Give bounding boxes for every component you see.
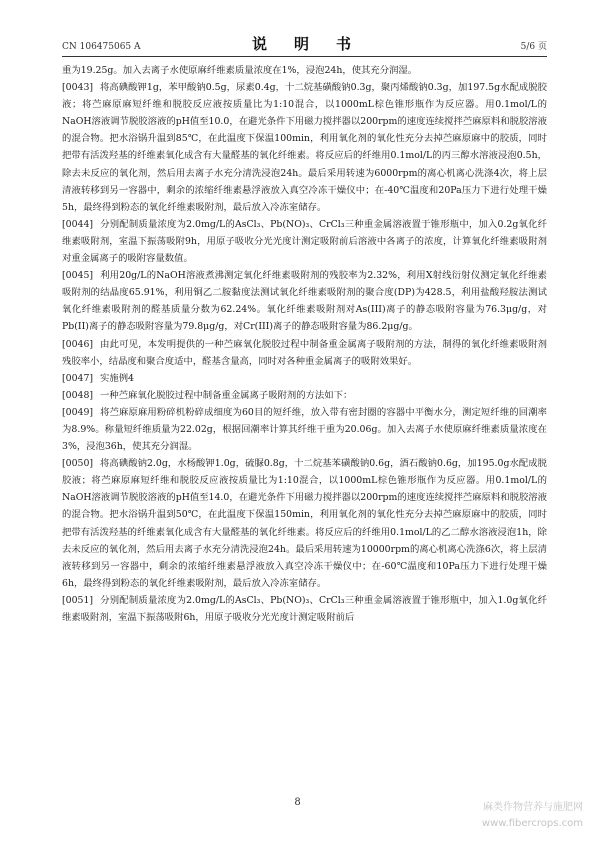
paragraph-text: 一种苎麻氧化脱胶过程中制备重金属离子吸附剂的方法如下：: [100, 389, 353, 401]
paragraph-text: 将高碘酸钠2.0g，水杨酸钾1.0g，硫脲0.8g，十二烷基苯磺酸钠0.6g，酒石酸钠0.6g，加195.0g水配成脱胶液；将苎麻原麻短纤维和脱胶反应液按质量比为1:10混合，以1000mL棕色锥形瓶作为反应器。用0.1mol/L的NaOH溶液调节脱胶溶液的pH值至14.0，在避光条件下用磁力搅拌器以200rpm的速度连续搅拌苎麻原料和脱胶溶液的混合物。把水浴锅升温到50℃，在此温度下保温150min，利用氧化剂的氧化性充分去掉苎麻原麻中的胶质，同时把带有活泼羟基的纤维素氧化成含有大量醛基的氧化纤维素。将反应后的纤维用0.1mol/L的乙二醇水溶液浸泡1h，除去未反应的氧化剂，然后用去离子水充分清洗浸泡24h。最后采用转速为10000rpm的离心机离心洗涤6次，将上层清液转移到另一容器中，剩余的浓缩纤维素悬浮液放入真空冷冻干燥仪中；在-60℃温度和10Pa压力下进行处理干燥6h，最终得到粉态的氧化纤维素吸附剂，最后放入冷冻室储存。: [62, 458, 547, 589]
paragraph-number: [0044]: [62, 218, 94, 230]
paragraph-text: 将苎麻原麻用粉碎机粉碎成细度为60目的短纤维，放入带有密封圈的容器中平衡水分，测定短纤维的回潮率为8.9%。称量短纤维质量为22.02g，根据回潮率计算其纤维干重为20.06g。加入去离子水使原麻纤维素质量浓度在3%，浸泡36h，使其充分润湿。: [62, 406, 547, 453]
paragraph-0043: [62, 79, 547, 216]
paragraph-text: 由此可见，本发明提供的一种苎麻氧化脱胶过程中制备重金属离子吸附剂的方法，制得的氧化纤维素吸附剂残胶率小，结晶度和聚合度适中，醛基含量高，同时对各种重金属离子的吸附效果好。: [62, 338, 547, 367]
paragraph-0051: [62, 592, 547, 626]
paragraph-text: 分别配制质量浓度为2.0mg/L的AsCl₃、Pb(NO)₃、CrCl₃三种重金属溶液置于锥形瓶中，加入1.0g氧化纤维素吸附剂，室温下振荡吸附6h，用原子吸收分光光度计测定吸附前后: [62, 594, 547, 623]
paragraph-0045: [62, 267, 547, 335]
watermark-url: www.fibercrops.com: [481, 818, 583, 829]
paragraph-0047: [62, 370, 547, 387]
page-indicator: 5/6 页: [520, 42, 547, 52]
paragraph-number: [0051]: [62, 594, 94, 606]
document-body: [62, 62, 547, 626]
paragraph-0050: [62, 455, 547, 592]
watermark-site-name: 麻类作物营养与施肥网: [483, 802, 583, 813]
paragraph-number: [0047]: [62, 372, 94, 384]
paragraph-0044: [62, 216, 547, 267]
paragraph-text: 分别配制质量浓度为2.0mg/L的AsCl₃、Pb(NO)₃、CrCl₃三种重金属溶液置于锥形瓶中，加入0.2g氧化纤维素吸附剂，室温下振荡吸附9h，用原子吸收分光光度计测定吸附前后溶液中各离子的浓度，计算氧化纤维素吸附剂对重金属离子的吸附容量数值。: [62, 218, 547, 265]
publication-number: CN 106475065 A: [62, 42, 141, 52]
paragraph-0048: [62, 387, 547, 404]
paragraph-0049: [62, 404, 547, 455]
paragraph-0046: [62, 336, 547, 370]
paragraph-text: 利用20g/L的NaOH溶液煮沸测定氧化纤维素吸附剂的残胶率为2.32%，利用X射线衍射仪测定氧化纤维素吸附剂的结晶度65.91%，利用铜乙二胺黏度法测试氧化纤维素吸附剂的聚合度(DP)为428.5，利用盐酸羟胺法测试氧化纤维素吸附剂的醛基质量分数为62.24%。氧化纤维素吸附剂对As(III)离子的静态吸附容量为76.3μg/g，对Pb(II)离子的静态吸附容量为79.8μg/g，对Cr(III)离子的静态吸附容量为86.2μg/g。: [62, 270, 547, 333]
paragraph-number: [0048]: [62, 389, 94, 401]
paragraph-continued: [62, 62, 547, 79]
page-header: [62, 34, 547, 57]
paragraph-number: [0049]: [62, 406, 94, 418]
paragraph-number: [0045]: [62, 270, 94, 282]
paragraph-number: [0050]: [62, 458, 94, 470]
paragraph-number: [0043]: [62, 82, 94, 94]
page-number: 8: [294, 797, 301, 808]
watermark: [482, 800, 583, 832]
paragraph-text: 将高碘酸钾1g，苯甲酸钠0.5g，尿素0.4g，十二烷基磺酸钠0.3g，聚丙烯酸钠0.3g，加197.5g水配成脱胶液；将苎麻原麻短纤维和脱胶反应液按质量比为1:10混合，以1000mL棕色锥形瓶作为反应器。用0.1mol/L的NaOH溶液调节脱胶溶液的pH值至10.0，在避光条件下用磁力搅拌器以200rpm的速度连续搅拌苎麻原料和脱胶溶液的混合物。把水浴锅升温到85℃，在此温度下保温100min，利用氧化剂的氧化性充分去掉苎麻原麻中的胶质，同时把带有活泼羟基的纤维素氧化成含有大量醛基的氧化纤维素。将反应后的纤维用0.1mol/L的丙三醇水溶液浸泡0.5h，除去未反应的氧化剂，然后用去离子水充分清洗浸泡24h。最后采用转速为6000rpm的离心机离心洗涤4次，将上层清液转移到另一容器中，剩余的浓缩纤维素悬浮液放入真空冷冻干燥仪中；在-40℃温度和20Pa压力下进行处理干燥5h，最终得到粉态的氧化纤维素吸附剂，最后放入冷冻室储存。: [62, 82, 547, 213]
paragraph-text: 重为19.25g。加入去离子水使原麻纤维素质量浓度在1%，浸泡24h，使其充分润湿。: [62, 65, 418, 76]
section-heading: 实施例4: [100, 372, 134, 384]
document-title: 说 明 书: [251, 35, 357, 53]
paragraph-number: [0046]: [62, 338, 94, 350]
